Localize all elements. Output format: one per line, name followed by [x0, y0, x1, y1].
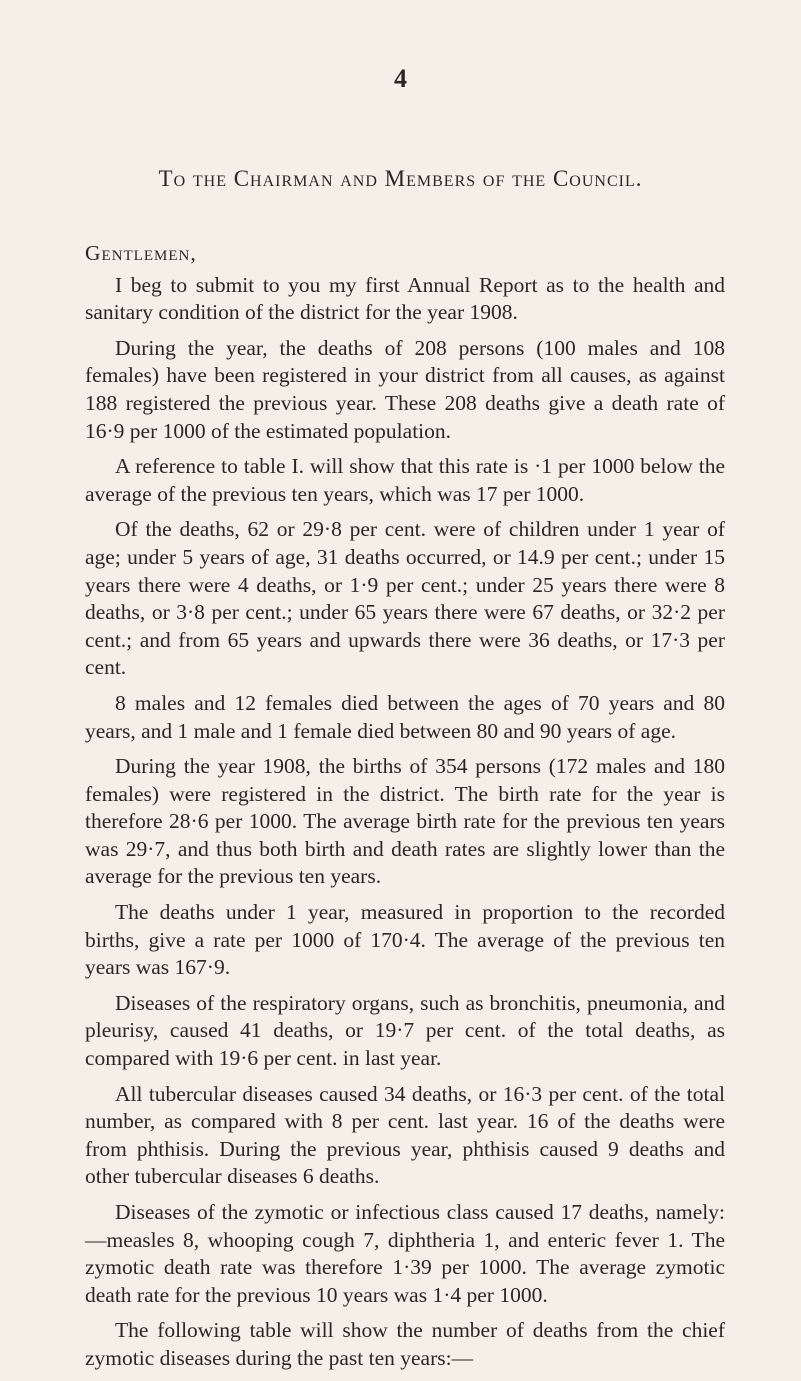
paragraph-elderly: 8 males and 12 females died between the ages of 70 years and 80 years, and 1 male and 1 female died between 80 and 90 years of age. — [85, 690, 725, 743]
paragraph-age-breakdown: Of the deaths, 62 or 29·8 per cent. were of children under 1 year of age; under 5 years of age, 31 deaths occurred, or 14.9 per cent.; under 15 years there were 4 deaths, or 1·9 per cent.; under 25 years there were 8 deaths, or 3·8 per cent.; under 65 years there were 67 deaths, or 32·2 per cent.; and from 65 years and upwards there were 36 deaths, or 17·3 per cent. — [85, 517, 725, 680]
paragraph-births: During the year 1908, the births of 354 persons (172 males and 180 females) were registered in the district. The birth rate for the year is therefore 28·6 per 1000. The average birth rate for the previous ten years was 29·7, and thus both birth and death rates are slightly lower than the average for the previous ten years. — [85, 754, 725, 889]
paragraph-tubercular: All tubercular diseases caused 34 deaths, or 16·3 per cent. of the total number, as compared with 8 per cent. last year. 16 of the deaths were from phthisis. During the previous year, phthisis caused 9 deaths and other tubercular diseases 6 deaths. — [85, 1081, 725, 1189]
salutation: Gentlemen, — [85, 241, 197, 265]
paragraph-respiratory: Diseases of the respiratory organs, such as bronchitis, pneumonia, and pleurisy, caused 41 deaths, or 19·7 per cent. of the total deaths, as compared with 19·6 per cent. in last year. — [85, 990, 725, 1071]
paragraph-table-intro: The following table will show the number of deaths from the chief zymotic diseases during the past ten years:— — [85, 1318, 725, 1370]
page-number: 4 — [394, 64, 407, 93]
paragraph-intro: I beg to submit to you my first Annual Report as to the health and sanitary condition of the district for the year 1908. — [85, 272, 725, 325]
paragraph-zymotic: Diseases of the zymotic or infectious class caused 17 deaths, namely:—measles 8, whooping cough 7, diphtheria 1, and enteric fever 1. The zymotic death rate was therefore 1·39 per 1000. The average zymotic death rate for the previous 10 years was 1·4 per 1000. — [85, 1200, 725, 1307]
paragraph-deaths: During the year, the deaths of 208 persons (100 males and 108 females) have been registered in your district from all causes, as against 188 registered the previous year. These 208 deaths give a death rate of 16·9 per 1000 of the estimated population. — [85, 335, 725, 443]
address-heading: To the Chairman and Members of the Council. — [158, 166, 643, 191]
paragraph-table-reference: A reference to table I. will show that this rate is ·1 per 1000 below the average of the previous ten years, which was 17 per 1000. — [85, 454, 725, 506]
paragraph-infant-mortality: The deaths under 1 year, measured in proportion to the recorded births, give a rate per 1000 of 170·4. The average of the previous ten years was 167·9. — [85, 900, 725, 980]
report-body — [85, 240, 725, 1381]
